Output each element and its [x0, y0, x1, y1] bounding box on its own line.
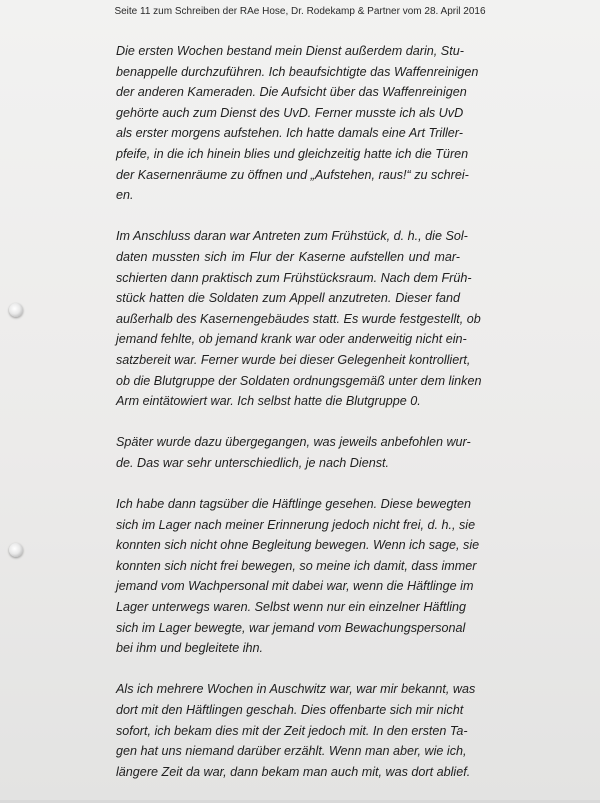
paragraph — [116, 41, 479, 206]
paragraph — [116, 494, 480, 659]
paragraph — [116, 226, 482, 411]
text-line: Die ersten Wochen bestand mein Dienst außerdem darin, Stu- — [116, 44, 464, 58]
text-line: schierten dann praktisch zum Frühstücksraum. Nach dem Früh- — [116, 270, 472, 285]
text-line: de. Das war sehr unterschiedlich, je nach Dienst. — [116, 455, 389, 470]
text-line: Lager unterwegs waren. Selbst wenn nur ein einzelner Häftling — [116, 600, 467, 615]
text-line: sich im Lager nach meiner Erinnerung jedoch nicht frei, d. h., sie — [116, 517, 476, 532]
text-line: Im Anschluss daran war Antreten zum Frühstück, d. h., die Sol- — [116, 229, 468, 244]
text-line: bei ihm und begleitete ihn. — [116, 641, 264, 656]
punch-hole-icon — [9, 543, 23, 557]
text-line: daten mussten sich im Flur der Kaserne aufstellen und mar- — [116, 249, 460, 264]
text-line: der Kasernenräume zu öffnen und „Aufstehen, raus!“ zu schrei- — [116, 167, 469, 182]
text-line: der anderen Kameraden. Die Aufsicht über das Waffenreinigen — [116, 85, 467, 100]
text-line: stück hatten die Soldaten zum Appell anzutreten. Dieser fand — [116, 291, 460, 306]
text-line: satzbereit war. Ferner wurde bei dieser Gelegenheit kontrolliert, — [116, 352, 471, 367]
text-line: pfeife, in die ich hinein blies und gleichzeitig hatte ich die Türen — [116, 146, 469, 161]
paragraph — [116, 679, 476, 782]
document-body — [116, 41, 482, 803]
paragraph — [116, 432, 471, 473]
text-line: jemand fehlte, ob jemand krank war oder anderweitig nicht ein- — [116, 332, 467, 347]
text-line: Arm eintätowiert war. Ich selbst hatte die Blutgruppe 0. — [116, 394, 421, 409]
text-line: sofort, ich bekam dies mit der Zeit jedoch mit. In den ersten Ta- — [116, 723, 468, 738]
text-line: dort mit den Häftlingen geschah. Dies offenbarte sich mir nicht — [116, 703, 464, 717]
text-line: sich im Lager bewegte, war jemand vom Bewachungspersonal — [116, 620, 466, 635]
text-line: ob die Blutgruppe der Soldaten ordnungsgemäß unter dem linken — [116, 373, 482, 388]
text-line: konnten sich nicht frei bewegen, so meine ich damit, dass immer — [116, 558, 477, 573]
text-line: konnten sich nicht ohne Begleitung bewegen. Wenn ich sage, sie — [116, 538, 480, 553]
text-line: Als ich mehrere Wochen in Auschwitz war, war mir bekannt, was — [116, 682, 476, 697]
text-line: außerhalb des Kasernengebäudes statt. Es wurde festgestellt, ob — [116, 311, 481, 326]
text-line: jemand vom Wachpersonal mit dabei war, wenn die Häftlinge im — [116, 579, 474, 594]
text-line: längere Zeit da war, dann bekam man auch mit, was dort ablief. — [116, 764, 471, 779]
text-line: Ich habe dann tagsüber die Häftlinge gesehen. Diese bewegten — [116, 497, 471, 512]
text-line: gen hat uns niemand darüber erzählt. Wenn man aber, wie ich, — [116, 744, 467, 759]
text-line: gehörte auch zum Dienst des UvD. Ferner musste ich als UvD — [116, 105, 464, 120]
text-line: Später wurde dazu übergegangen, was jeweils anbefohlen wur- — [116, 435, 471, 450]
punch-hole-icon — [9, 303, 23, 317]
text-line: en. — [116, 188, 134, 203]
text-line: als erster morgens aufstehen. Ich hatte damals eine Art Triller- — [116, 126, 463, 141]
page-header: Seite 11 zum Schreiben der RAe Hose, Dr. Rodekamp & Partner vom 28. April 2016 — [114, 6, 486, 17]
text-line: benappelle durchzuführen. Ich beaufsichtigte das Waffenreinigen — [116, 64, 479, 79]
